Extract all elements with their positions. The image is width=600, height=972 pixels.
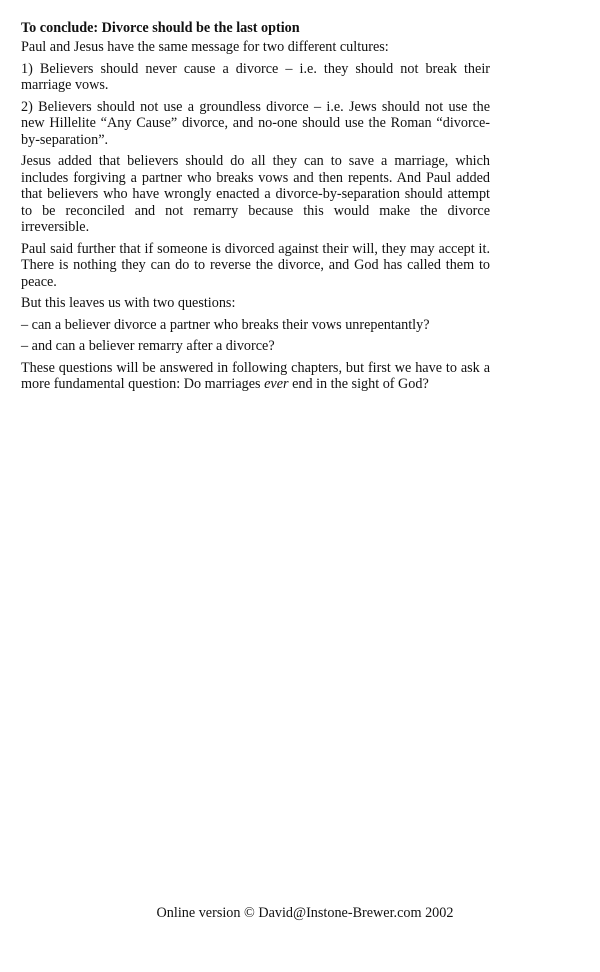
intro-paragraph: Paul and Jesus have the same message for two different cultures: [21,39,389,55]
closing-text-before: These questions will be answered in following chapters, but first we have to ask a more fundamental question: Do marriages [21,359,490,392]
questions-intro-paragraph: But this leaves us with two questions: [21,295,236,311]
closing-emphasis: ever [264,376,289,392]
section-heading: To conclude: Divorce should be the last option [21,20,300,36]
jesus-paul-paragraph: Jesus added that believers should do all they can to save a marriage, which includes forgiving a partner who breaks vows and then repents. And Paul added that believers who have wrongly enacted a divorce-by-separation should attempt to be reconciled and not remarry because this would make the divorce irreversible. [21,153,490,235]
closing-paragraph [21,360,490,393]
closing-text-after: end in the sight of God? [288,376,429,392]
paul-further-paragraph: Paul said further that if someone is divorced against their will, they may accept it. There is nothing they can do to reverse the divorce, and God has called them to peace. [21,240,490,290]
page-content [21,20,490,398]
question-2-paragraph: – and can a believer remarry after a divorce? [21,338,275,354]
page-footer: Online version © David@Instone-Brewer.com 2002 [156,905,454,921]
point-1-paragraph: 1) Believers should never cause a divorce – i.e. they should not break their marriage vows. [21,60,490,93]
point-2-paragraph: 2) Believers should not use a groundless divorce – i.e. Jews should not use the new Hillelite “Any Cause” divorce, and no-one should use the Roman “divorce-by-separation”. [21,98,490,148]
question-1-paragraph: – can a believer divorce a partner who breaks their vows unrepentantly? [21,316,430,333]
